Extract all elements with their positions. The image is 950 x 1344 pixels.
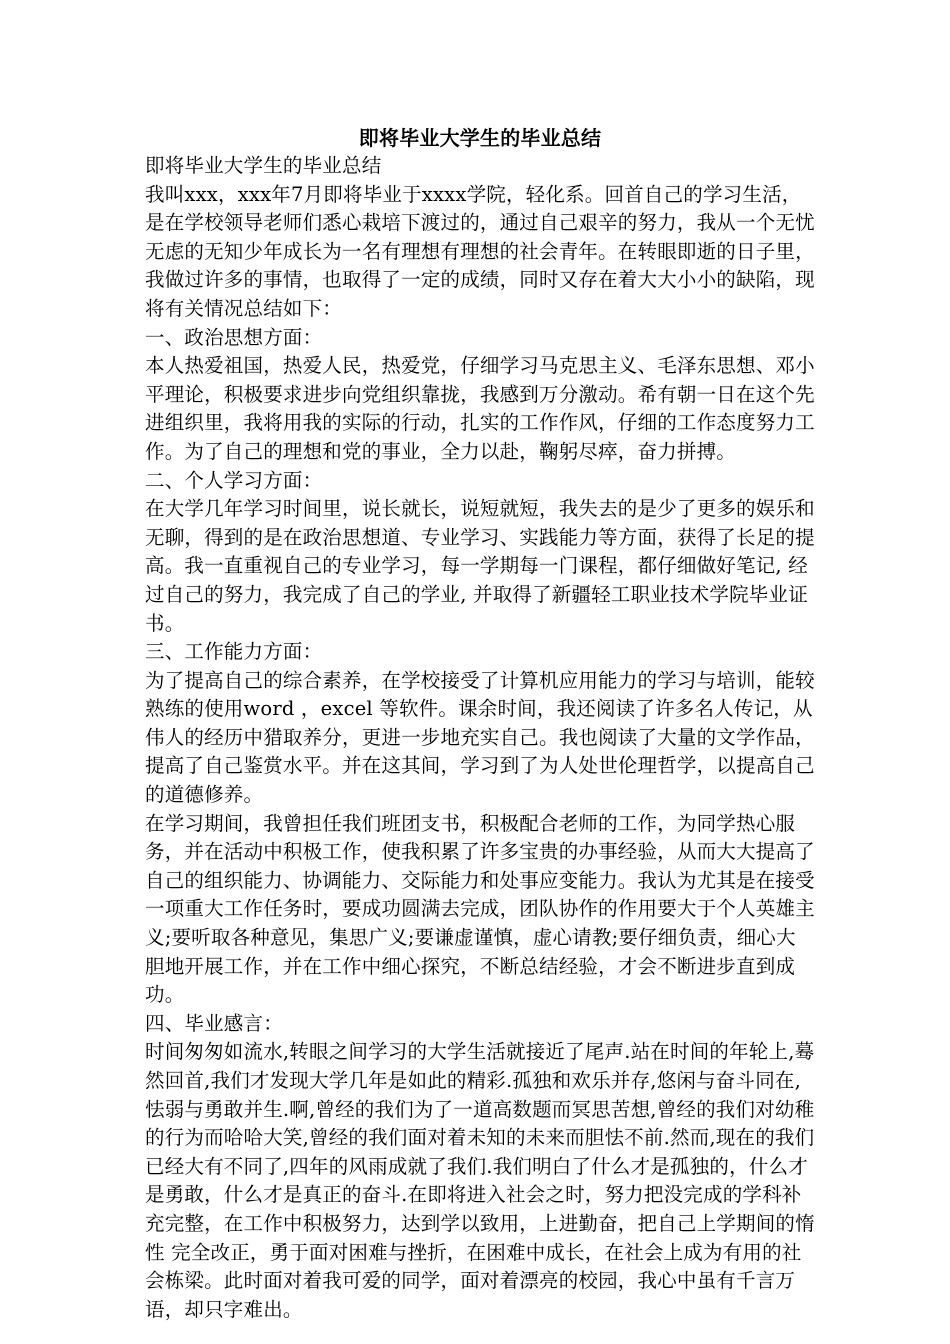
politics-paragraph: 本人热爱祖国，热爱人民，热爱党，仔细学习马克思主义、毛泽东思想、邓小平理论，积极要求进步向党组织靠拢，我感到万分激动。希有朝一日在这个先进组织里，我将用我的实际的行动，扎实的工作作风，仔细的工作态度努力工作。为了自己的理想和党的事业，全力以赴，鞠躬尽瘁，奋力拼搏。 (145, 354, 815, 463)
section-heading-politics: 一、政治思想方面： (145, 325, 323, 349)
graduation-thoughts-paragraph: 时间匆匆如流水,转眼之间学习的大学生活就接近了尾声.站在时间的年轮上,蓦然回首,我们才发现大学几年是如此的精彩.孤独和欢乐并存,悠闲与奋斗同在,怯弱与勇敢并生.啊,曾经的我们为了一道高数题而冥思苦想,曾经的我们对幼稚的行为而哈哈大笑,曾经的我们面对着未知的未来而胆怯不前.然而,现在的我们已经大有不同了,四年的风雨成就了我们.我们明白了什么才是孤独的，什么才是勇敢，什么才是真正的奋斗.在即将进入社会之时，努力把没完成的学科补充完整，在工作中积极努力，达到学以致用，上进勤奋，把自己上学期间的惰性 完全改正，勇于面对困难与挫折，在困难中成长，在社会上成为有用的社会栋梁。此时面对着我可爱的同学，面对着漂亮的校园，我心中虽有千言万语，却只字难出。 (145, 1040, 815, 1321)
section-heading-work-ability: 三、工作能力方面： (145, 640, 323, 664)
work-ability-paragraph-2: 在学习期间，我曾担任我们班团支书，积极配合老师的工作，为同学热心服务，并在活动中积极工作，使我积累了许多宝贵的办事经验，从而大大提高了自己的组织能力、协调能力、交际能力和处事应变能力。我认为尤其是在接受一项重大工作任务时，要成功圆满去完成，团队协作的作用要大于个人英雄主义;要听取各种意见，集思广义;要谦虚谨慎，虚心请教;要仔细负责，细心大胆地开展工作，并在工作中细心探究，不断总结经验，才会不断进步直到成功。 (145, 811, 815, 1007)
study-paragraph: 在大学几年学习时间里，说长就长，说短就短，我失去的是少了更多的娱乐和无聊，得到的是在政治思想道、专业学习、实践能力等方面，获得了长足的提高。我一直重视自己的专业学习，每一学期每一门课程，都仔细做好笔记, 经过自己的努力，我完成了自己的学业, 并取得了新疆轻工职业技术学院毕业证书。 (145, 497, 815, 635)
document-title: 即将毕业大学生的毕业总结 (358, 126, 602, 150)
document-body (145, 124, 815, 1324)
intro-paragraph: 我叫xxx，xxx年7月即将毕业于xxxx学院，轻化系。回首自己的学习生活，是在学校领导老师们悉心栽培下渡过的，通过自己艰辛的努力，我从一个无忧无虑的无知少年成长为一名有理想有理想的社会青年。在转眼即逝的日子里，我做过许多的事情，也取得了一定的成绩，同时又存在着大大小小的缺陷，现将有关情况总结如下： (145, 182, 815, 320)
section-heading-study: 二、个人学习方面： (145, 468, 323, 492)
document-subtitle: 即将毕业大学生的毕业总结 (145, 154, 382, 177)
section-heading-graduation-thoughts: 四、毕业感言： (145, 1011, 283, 1035)
work-ability-paragraph-1: 为了提高自己的综合素养，在学校接受了计算机应用能力的学习与培训，能较熟练的使用word ，excel 等软件。课余时间，我还阅读了许多名人传记，从伟人的经历中猎取养分，更进一步地充实自己。我也阅读了大量的文学作品，提高了自己鉴赏水平。并在这其间，学习到了为人处世伦理哲学，以提高自己的道德修养。 (145, 668, 815, 807)
